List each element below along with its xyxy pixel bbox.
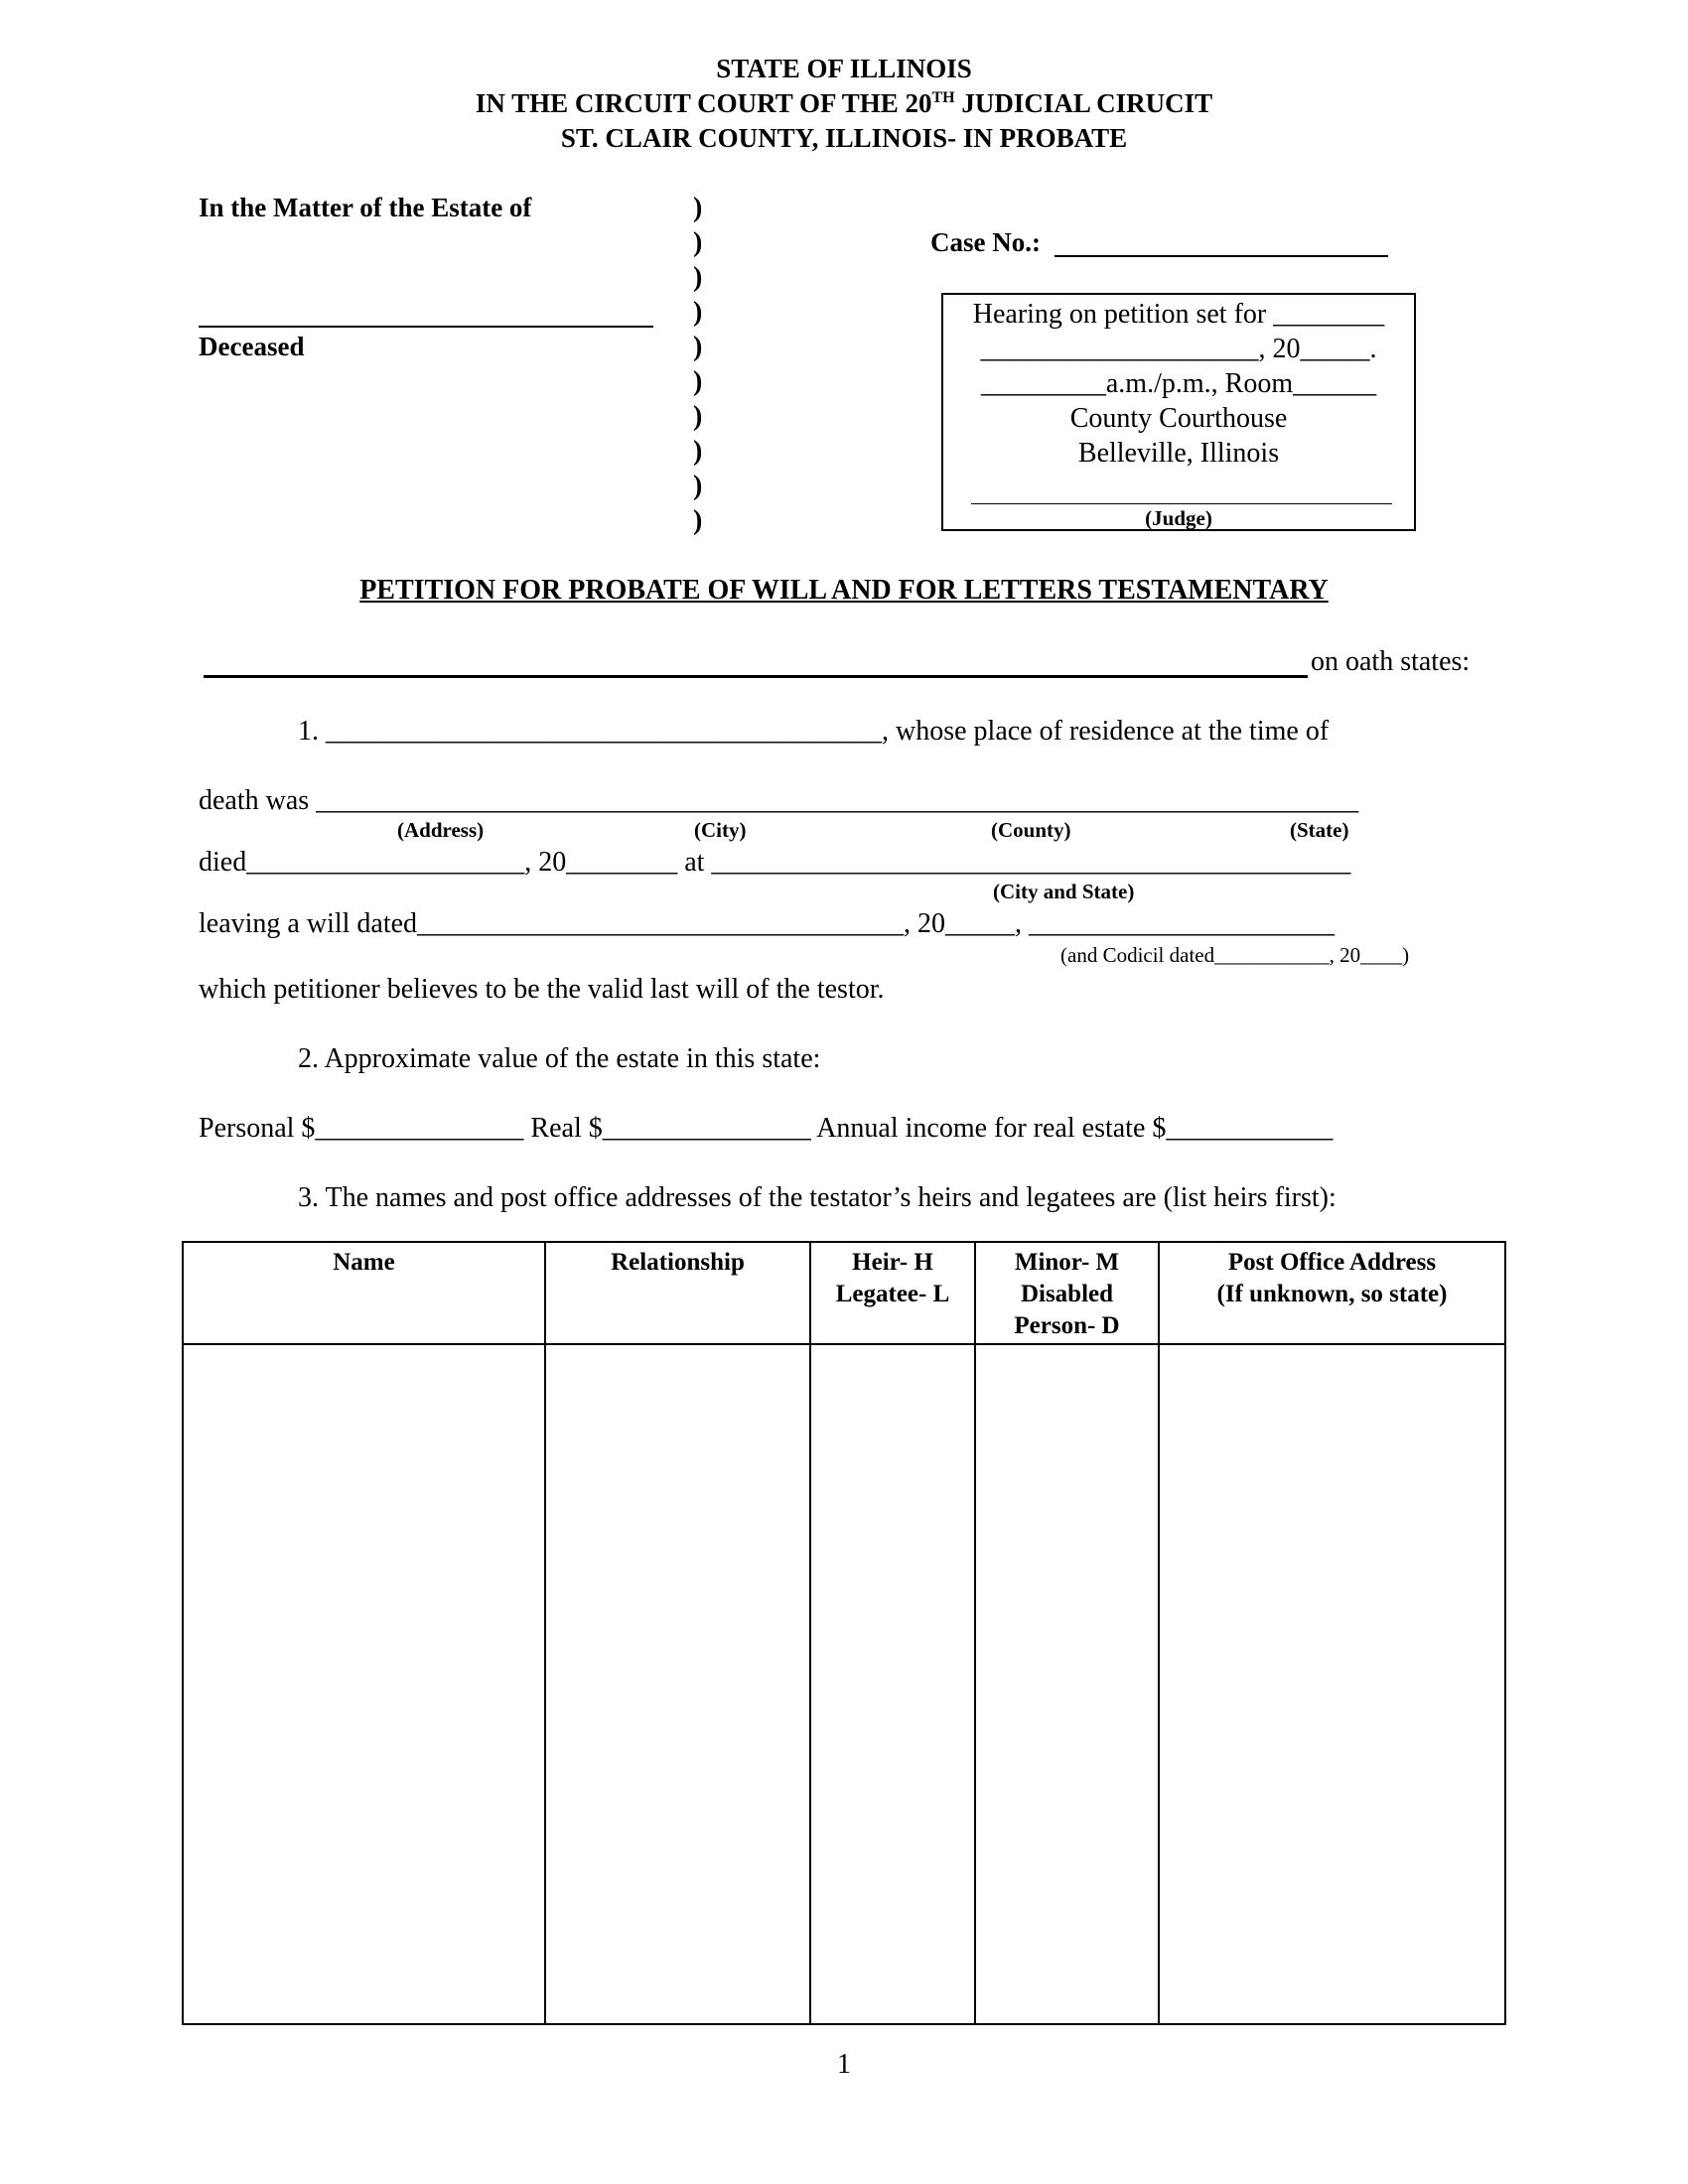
header-relationship (545, 1242, 810, 1344)
label-city-and-state: (City and State) (993, 880, 1135, 903)
header-address-text: Post Office Address (1227, 1249, 1437, 1276)
caption-paren: ) (693, 227, 703, 258)
hearing-time-room-line[interactable]: _________a.m./p.m., Room______ (980, 368, 1377, 399)
judge-signature-line[interactable] (971, 503, 1392, 504)
judge-label: (Judge) (1145, 506, 1212, 530)
cell-minor-disabled[interactable] (975, 1344, 1159, 2024)
case-no-line[interactable] (1055, 255, 1388, 257)
para1-decedent-line[interactable]: 1. ________________________________________, whose place of residence at the time of (298, 716, 1330, 747)
caption-paren: ) (693, 471, 703, 501)
para2-heading: 2. Approximate value of the estate in this state: (298, 1043, 821, 1074)
cell-name[interactable] (183, 1344, 545, 2024)
case-no-label: Case No.: (930, 227, 1041, 257)
court-state-heading: STATE OF ILLINOIS (716, 54, 972, 83)
header-relationship-text: Relationship (611, 1249, 745, 1276)
hearing-year-line[interactable]: ____________________, 20_____. (980, 334, 1377, 364)
header-heir-text: Heir- H (852, 1249, 933, 1276)
court-circuit-heading-post: JUDICIAL CIRUCIT (954, 88, 1213, 118)
hearing-location-courthouse: County Courthouse (1069, 403, 1288, 434)
header-minor-disabled (975, 1242, 1159, 1344)
caption-paren: ) (693, 332, 703, 362)
header-post-office-address (1159, 1242, 1505, 1344)
decedent-name-line[interactable] (199, 326, 653, 328)
cell-relationship[interactable] (545, 1344, 810, 2024)
court-circuit-heading-sup: TH (931, 89, 955, 106)
caption-paren: ) (693, 297, 703, 328)
header-minor-text: Minor- M (1014, 1249, 1120, 1276)
hearing-location-city: Belleville, Illinois (1077, 438, 1280, 469)
cell-post-office-address[interactable] (1159, 1344, 1505, 2024)
page-number: 1 (837, 2049, 851, 2080)
label-county: (County) (991, 818, 1071, 842)
header-heir-legatee (810, 1242, 975, 1344)
header-address-note: (If unknown, so state) (1216, 1281, 1448, 1307)
caption-paren: ) (693, 262, 703, 293)
caption-paren: ) (693, 505, 703, 536)
caption-paren: ) (693, 436, 703, 467)
para1-will-dated-line[interactable]: leaving a will dated___________________________________, 20_____, ______________________ (199, 908, 1336, 939)
para2-values-line[interactable]: Personal $_______________ Real $_______________ Annual income for real estate $____________ (199, 1113, 1334, 1144)
hearing-box (941, 293, 1416, 531)
hearing-date-line[interactable]: Hearing on petition set for ________ (972, 299, 1385, 330)
caption-paren: ) (693, 193, 703, 223)
oath-suffix: on oath states: (1311, 646, 1471, 677)
label-address: (Address) (397, 818, 485, 842)
petitioner-name-line[interactable] (204, 675, 1308, 678)
header-name (183, 1242, 545, 1344)
header-person-text: Person- D (1014, 1312, 1120, 1339)
caption-paren: ) (693, 366, 703, 397)
para1-residence-line[interactable]: death was ___________________________________________________________________________ (199, 785, 1359, 816)
para1-died-line[interactable]: died____________________, 20________ at ______________________________________________ (199, 847, 1351, 878)
label-state: (State) (1290, 818, 1349, 842)
heirs-legatees-table (182, 1241, 1506, 2025)
court-county-heading: ST. CLAIR COUNTY, ILLINOIS- IN PROBATE (560, 123, 1128, 153)
para1-valid-will-text: which petitioner believes to be the valid last will of the testor. (199, 974, 885, 1005)
caption-paren: ) (693, 401, 703, 432)
codicil-label: (and Codicil dated___________, 20____) (1060, 943, 1410, 967)
deceased-label: Deceased (199, 332, 305, 361)
cell-heir-legatee[interactable] (810, 1344, 975, 2024)
header-legatee-text: Legatee- L (835, 1281, 950, 1307)
label-city: (City) (694, 818, 747, 842)
court-circuit-heading (0, 86, 1688, 120)
para3-heading: 3. The names and post office addresses of the testator’s heirs and legatees are (list heirs first): (298, 1182, 1336, 1213)
petition-title: PETITION FOR PROBATE OF WILL AND FOR LETTERS TESTAMENTARY (359, 575, 1329, 606)
header-name-text: Name (333, 1249, 395, 1276)
estate-of-label: In the Matter of the Estate of (199, 193, 532, 222)
header-disabled-text: Disabled (1020, 1281, 1114, 1307)
court-circuit-heading-pre: IN THE CIRCUIT COURT OF THE 20 (475, 88, 932, 118)
